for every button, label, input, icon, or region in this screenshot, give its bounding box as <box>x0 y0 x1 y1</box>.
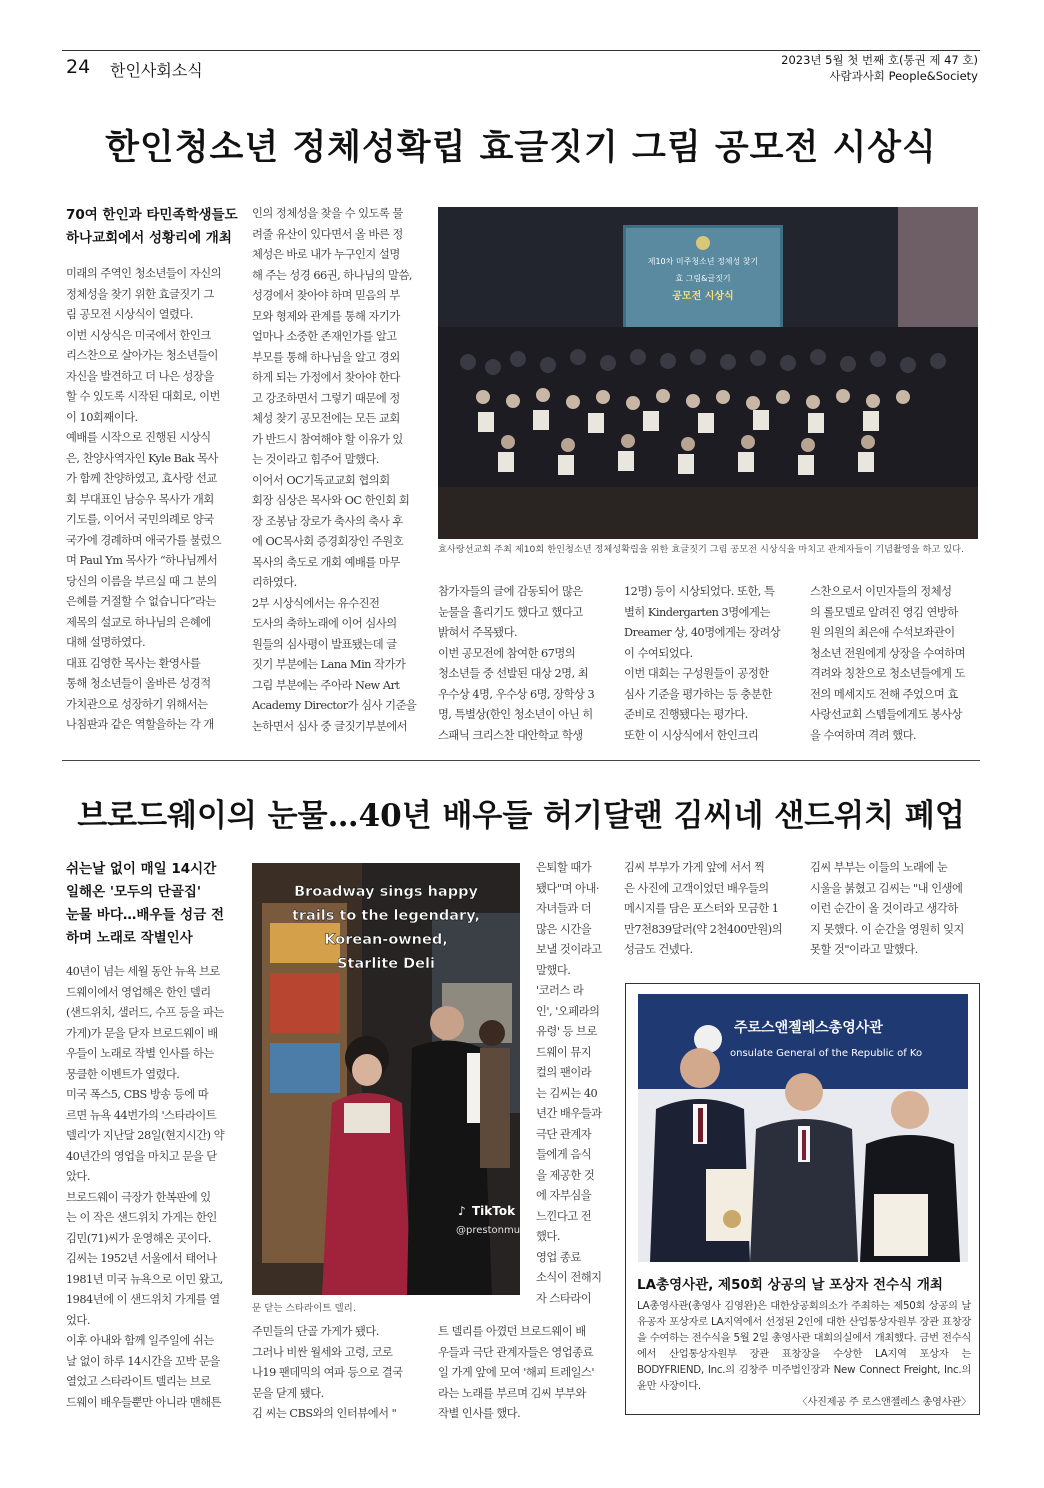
text-line: 가 함께 찬양하였고, 효사랑 선교 <box>66 472 217 485</box>
text-line: 뭉클한 이벤트가 열렸다. <box>66 1067 180 1081</box>
text-line: 이 수여되었다. <box>624 646 693 660</box>
text-line: 김 씨는 CBS와의 인터뷰에서 " <box>252 1407 397 1420</box>
text-line: 리하였다. <box>252 576 297 589</box>
text-line: 성경에서 찾아야 하며 믿음의 부 <box>252 289 400 302</box>
article1-col5 <box>810 582 980 752</box>
text-line: 는 것이라고 힘주어 말했다. <box>252 453 379 466</box>
text-line: 전의 메세지도 전해 주었으며 효 <box>810 687 958 701</box>
photo-overlay-line: trails to the legendary, <box>291 908 481 924</box>
text-line: 얼마나 소중한 존재인가를 알고 <box>252 330 397 343</box>
tiktok-brand: TikTok <box>472 1204 516 1218</box>
text-line: 는 김씨는 40 <box>536 1086 598 1100</box>
text-line: 원 의원의 최은애 수석보좌관이 <box>810 626 955 639</box>
photo-overlay-line: Starlite Deli <box>337 956 435 972</box>
screen-text-line: 제10차 미주청소년 정체성 찾기 <box>647 257 759 266</box>
text-line: 부모를 통해 하나님을 알고 경외 <box>252 350 400 364</box>
text-line: 40년간의 영업을 마치고 문을 닫 <box>66 1149 217 1163</box>
text-line: 별히 Kindergarten 3명에게는 <box>624 605 770 619</box>
text-line: 이번 공모전에 참여한 67명의 <box>438 646 576 660</box>
text-line: 스패닉 크리스찬 대안학교 학생 <box>438 728 583 742</box>
text-line: 회장 심상은 목사와 OC 한인회 회 <box>252 494 410 507</box>
text-line: 됐다"며 아내· <box>536 881 599 895</box>
photo-overlay-line: Korean-owned, <box>324 932 448 948</box>
text-line: 체성은 바로 내가 누구인지 설명 <box>252 248 400 261</box>
text-line: 기도를, 이어서 국민의례로 양국 <box>66 513 214 526</box>
text-line: 대표 김영한 목사는 환영사를 <box>66 656 201 670</box>
text-line: 사랑선교회 스텝들에게도 봉사상 <box>810 708 962 721</box>
text-line: 고 강조하면서 그렇기 때문에 정 <box>252 391 400 405</box>
tiktok-username: @prestonmu <box>456 1225 520 1236</box>
text-line: 보낼 것이라고 <box>536 943 602 956</box>
text-line: 격려와 칭찬으로 청소년들에게 도 <box>810 667 966 680</box>
text-line: 논하면서 심사 중 글짓기부분에서 <box>252 719 408 733</box>
article2-headline: 브로드웨이의 눈물…40년 배우들 허기달랜 김씨네 샌드위치 폐업 <box>77 798 965 834</box>
text-line: 은, 찬양사역자인 Kyle Bak 목사 <box>66 451 218 465</box>
text-line: 극단 관계자 <box>536 1127 592 1141</box>
text-line: 목사의 축도로 개회 예배를 마무 <box>252 555 400 569</box>
backdrop-text-en: onsulate General of the Republic of Ko <box>730 1048 923 1059</box>
article2-photo-caption: 문 닫는 스타라이트 델리. <box>252 1303 356 1314</box>
text-line: 영업 종료 <box>536 1250 581 1264</box>
screen-text-line: 공모전 시상식 <box>672 291 734 302</box>
article1-col1 <box>66 264 234 754</box>
text-line: 메시지를 담은 포스터와 모금한 1 <box>624 902 779 915</box>
text-line: 만7천839달러(약 2천400만원)의 <box>624 922 783 936</box>
text-line: 1981년 미국 뉴욕으로 이민 왔고, <box>66 1272 223 1286</box>
text-line: 미래의 주역인 청소년들이 자신의 <box>66 267 222 280</box>
article1-subhead <box>66 204 238 250</box>
text-line: 은퇴할 때가 <box>536 861 592 874</box>
photo-overlay-line: Broadway sings happy <box>294 884 478 900</box>
text-line: 명, 특별상(한인 청소년이 아닌 히 <box>438 708 593 721</box>
article2-col3-wide <box>438 1322 610 1434</box>
text-line: 컬의 팬이라 <box>536 1066 592 1079</box>
text-line: 국가에 경례하며 애국가를 불렀으 <box>66 533 222 547</box>
text-line: 았다. <box>66 1170 90 1183</box>
text-line: 준비로 진행됐다는 평가다. <box>624 708 748 721</box>
text-line: 또한 이 시상식에서 한인크리 <box>624 728 759 742</box>
article1-col3 <box>438 582 608 752</box>
text-line: 의 롤모델로 알려진 영김 연방하 <box>810 605 958 619</box>
text-line: 미국 폭스5, CBS 방송 등에 따 <box>66 1088 209 1101</box>
text-line: 했다. <box>536 1230 560 1243</box>
consulate-award-photo <box>638 994 968 1262</box>
text-line: 제목의 설교로 하나님의 은혜에 <box>66 615 211 629</box>
text-line: 은 사진에 고객이었던 배우들의 <box>624 881 769 895</box>
text-line: 스찬으로서 이민자들의 정체성 <box>810 585 952 598</box>
text-line: 일 가게 앞에 모여 '해피 트레일스' <box>438 1366 595 1379</box>
text-line: 청소년 전원에게 상장을 수여하며 <box>810 646 966 660</box>
text-line: 하게 되는 가정에서 찾아야 한다 <box>252 371 400 384</box>
text-line: 었다. <box>66 1313 90 1327</box>
subhead-line: 눈물 바다…배우들 성금 전 <box>66 907 225 923</box>
text-line: 림 공모전 시상식이 열렸다. <box>66 308 193 321</box>
text-line: Dreamer 상, 40명에게는 장려상 <box>624 626 781 639</box>
text-line: 에 자부심을 <box>536 1189 592 1202</box>
backdrop-text-ko: 주로스앤젤레스총영사관 <box>734 1020 883 1036</box>
text-line: 밝혀서 주목됐다. <box>438 626 518 639</box>
screen-text-line: 효 그림&글짓기 <box>675 274 731 283</box>
text-line: 김씨는 1952년 서울에서 태어나 <box>66 1252 217 1265</box>
awards-ceremony-photo <box>438 207 978 539</box>
text-line: 인', '오페라의 <box>536 1004 600 1018</box>
text-line: 는 이 작은 샌드위치 가게는 한인 <box>66 1211 217 1224</box>
text-line: 려줄 유산이 있다면서 올 바른 정 <box>252 227 403 241</box>
text-line: 김씨 부부는 이들의 노래에 눈 <box>810 861 948 874</box>
text-line: 년간 배우들과 <box>536 1107 602 1120</box>
text-line: 드웨이 배우들뿐만 아니라 맨해튼 <box>66 1395 222 1409</box>
text-line: 소식이 전해지 <box>536 1271 602 1284</box>
text-line: 우들이 노래로 작별 인사를 하는 <box>66 1047 214 1060</box>
subhead-line: 하나교회에서 성황리에 개최 <box>66 230 232 246</box>
text-line: 할 수 있도록 시작된 대회로, 이번 <box>66 390 220 403</box>
text-line: 가게)가 문을 닫자 브로드웨이 배 <box>66 1026 218 1040</box>
text-line: 드웨이에서 영업해온 한인 델리 <box>66 985 211 999</box>
text-line: 날 없이 하루 14시간을 꼬박 문을 <box>66 1354 220 1368</box>
text-line: 이후 아내와 함께 일주일에 쉬는 <box>66 1334 214 1347</box>
text-line: 통해 청소년들이 올바른 성경적 <box>66 677 211 690</box>
text-line: 자 스타라이 <box>536 1291 592 1305</box>
text-line: 대해 설명하였다. <box>66 636 146 649</box>
photo-credit: 〈사진제공 주 로스앤젤레스 총영사관〉 <box>797 1396 971 1408</box>
text-line: 40년이 넘는 세월 동안 뉴욕 브로 <box>66 965 220 978</box>
page-number: 24 <box>66 56 91 78</box>
text-line: 자녀들과 더 <box>536 902 592 915</box>
text-line: 우들과 극단 관계자들은 영업종료 <box>438 1345 594 1359</box>
text-line: 모와 형제와 관계를 통해 자기가 <box>252 309 400 323</box>
text-line: 델리'가 지난달 28일(현지시간) 약 <box>66 1129 225 1142</box>
text-line: 2부 시상식에서는 유수진전 <box>252 596 380 610</box>
text-line: Academy Director가 심사 기준을 <box>252 699 417 712</box>
article2-subhead <box>66 858 224 950</box>
article2-col4 <box>624 858 796 968</box>
text-line: 인의 정체성을 찾을 수 있도록 물 <box>252 207 403 220</box>
text-line: 못할 것"이라고 말했다. <box>810 943 918 956</box>
text-line: 시울을 붉혔고 김씨는 "내 인생에 <box>810 881 963 895</box>
text-line: 심사 기준을 평가하는 등 충분한 <box>624 687 772 701</box>
text-line: 그러나 비싼 월세와 고령, 코로 <box>252 1345 393 1359</box>
text-line: 문을 닫게 됐다. <box>252 1386 324 1400</box>
text-line: 12명) 등이 시상되었다. 또한, 특 <box>624 585 775 598</box>
text-line: 참가자들의 글에 감동되어 많은 <box>438 585 583 598</box>
article1-col2 <box>252 204 424 754</box>
section-title: 한인사회소식 <box>110 61 203 80</box>
text-line: 에 OC목사회 증경회장인 주원호 <box>252 535 404 548</box>
text-line: 라는 노래를 부르며 김씨 부부와 <box>438 1386 586 1400</box>
subhead-line: 70여 한인과 타민족학생들도 <box>66 207 238 223</box>
text-line: 을 수여하며 격려 했다. <box>810 728 917 742</box>
text-line: 김씨 부부가 가게 앞에 서서 찍 <box>624 861 765 874</box>
text-line: 리스찬으로 살아가는 청소년들이 <box>66 349 218 362</box>
text-line: 말했다. <box>536 963 571 977</box>
consulate-news-title: LA총영사관, 제50회 상공의 날 포상자 전수식 개최 <box>637 1277 943 1293</box>
text-line: 정체성을 찾기 위한 효글짓기 그 <box>66 287 214 301</box>
article-divider <box>62 760 980 761</box>
text-line: 이 10회째이다. <box>66 410 138 424</box>
tiktok-icon: ♪ <box>458 1204 466 1218</box>
text-line: 눈물을 흘리기도 했다고 했다고 <box>438 605 583 619</box>
article1-photo-caption: 효사랑선교회 주최 제10회 한인청소년 정체성확립을 위한 효글짓기 그림 공모전 시상식을 마치고 관계자들이 기념촬영을 하고 있다. <box>438 544 964 555</box>
text-line: 트 델리를 아꼈던 브로드웨이 배 <box>438 1325 586 1338</box>
subhead-line: 하며 노래로 작별인사 <box>66 930 193 946</box>
text-line: 이런 순간이 올 것이라고 생각하 <box>810 902 958 915</box>
text-line: 며 Paul Ym 목사가 “하나님께서 <box>66 554 218 567</box>
text-line: 느낀다고 전 <box>536 1209 592 1223</box>
text-line: 주민들의 단골 가게가 됐다. <box>252 1325 379 1338</box>
text-line: 나침판과 같은 역할을하는 각 개 <box>66 718 214 731</box>
text-line: 우수상 4명, 우수상 6명, 장학상 3 <box>438 687 595 701</box>
text-line: 회 부대표인 남승우 목사가 개회 <box>66 492 214 506</box>
text-line: 당신의 이름을 부르실 때 그 분의 <box>66 574 217 588</box>
text-line: 가치관으로 성장하기 위해서는 <box>66 697 208 711</box>
subhead-line: 쉬는날 없이 매일 14시간 <box>66 861 217 877</box>
issue-line: 2023년 5월 첫 번째 호(통권 제 47 호) <box>781 53 978 67</box>
subhead-line: 일해온 '모두의 단골집' <box>66 884 202 900</box>
text-line: (샌드위치, 샐러드, 수프 등을 파는 <box>66 1006 224 1019</box>
text-line: 르면 뉴욕 44번가의 '스타라이트 <box>66 1108 217 1122</box>
text-line: 이번 시상식은 미국에서 한인크 <box>66 328 211 342</box>
article1-col4 <box>624 582 794 752</box>
text-line: 예배를 시작으로 진행된 시상식 <box>66 431 211 444</box>
text-line: 브로드웨이 극장가 한복판에 있 <box>66 1190 211 1204</box>
text-line: 들에게 음식 <box>536 1148 592 1161</box>
paper-name: 사람과사회 People&Society <box>829 69 978 83</box>
issue-info <box>781 52 978 84</box>
text-line: 짓기 부분에는 Lana Min 작가가 <box>252 658 406 671</box>
text-line: 도사의 축하노래에 이어 심사의 <box>252 617 397 630</box>
text-line: 청소년들 중 선발된 대상 2명, 최 <box>438 667 589 680</box>
consulate-news-text: LA총영사관(총영사 김영완)은 대한상공회의소가 주최하는 제50회 상공의 날 유공자 포상자로 LA지역에서 선정된 2인에 대한 산업통상자원부 장관 표창장을 수여하는 전수식을 5월 2일 총영사관 대회의실에서 개최했다. 금번 전수식에서 산업통상자원부 장관 표창장을 수상한 LA지역 포상자 는 BODYFRIEND, Inc.의 김창주 미주법인장과 New Connect Freight, Inc.의 윤만 사장이다. <box>637 1300 971 1392</box>
text-line: 김민(71)씨가 운영해온 곳이다. <box>66 1231 212 1245</box>
text-line: 지 못했다. 이 순간을 영원히 잊지 <box>810 922 964 936</box>
text-line: 이번 대회는 구성원들이 공정한 <box>624 667 769 680</box>
text-line: 해 주는 성경 66권, 하나님의 말씀, <box>252 268 412 282</box>
text-line: 드웨이 뮤지 <box>536 1045 592 1059</box>
article2-col3 <box>536 858 608 1314</box>
text-line: 이어서 OC기독교교회 협의회 <box>252 473 390 487</box>
header-rule <box>62 50 980 51</box>
text-line: 작별 인사를 했다. <box>438 1407 521 1420</box>
text-line: 을 제공한 것 <box>536 1168 595 1182</box>
text-line: '코러스 라 <box>536 984 584 997</box>
article2-col5 <box>810 858 980 968</box>
text-line: 많은 시간을 <box>536 922 592 936</box>
text-line: 원들의 심사평이 발표됐는데 글 <box>252 637 397 651</box>
text-line: 열었고 스타라이트 델리는 브로 <box>66 1375 211 1388</box>
text-line: 자신을 발견하고 더 나은 성장을 <box>66 369 214 383</box>
text-line: 체성 찾기 공모전에는 모든 교회 <box>252 412 400 425</box>
text-line: 유령' 등 브로 <box>536 1025 597 1038</box>
text-line: 1984년에 이 샌드위치 가게를 열 <box>66 1293 220 1306</box>
text-line: 은혜를 거절할 수 없습니다”라는 <box>66 595 216 608</box>
article2-col1 <box>66 962 236 1430</box>
article1-headline: 한인청소년 정체성확립 효글짓기 그림 공모전 시상식 <box>105 128 937 168</box>
text-line: 성금도 건넸다. <box>624 943 693 956</box>
text-line: 나19 팬데믹의 여파 등으로 결국 <box>252 1366 403 1379</box>
text-line: 장 조봉남 장로가 축사의 축사 후 <box>252 514 403 528</box>
starlite-deli-photo <box>252 863 520 1295</box>
consulate-news-body <box>637 1298 971 1410</box>
text-line: 그림 부분에는 주아라 New Art <box>252 678 400 692</box>
text-line: 가 반드시 참여해야 할 이유가 있 <box>252 432 403 446</box>
